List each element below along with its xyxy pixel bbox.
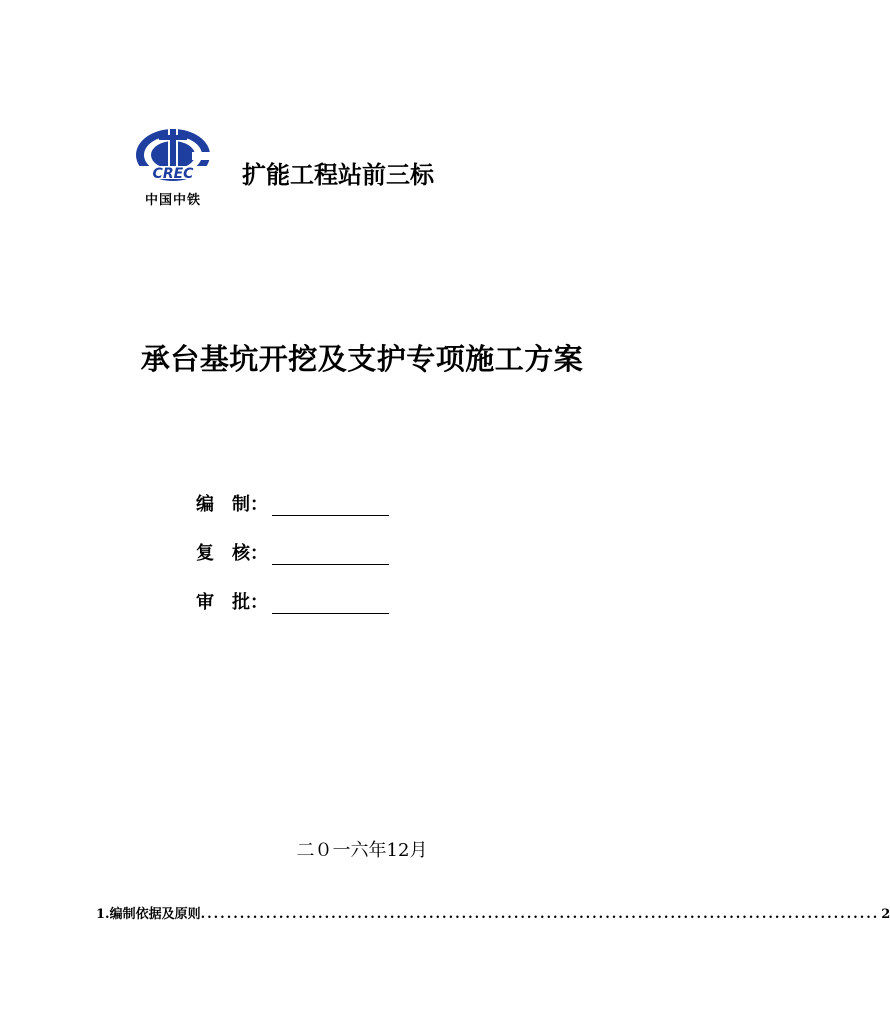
toc-title: 编制依据及原则 — [109, 907, 201, 922]
signature-blank-line — [272, 497, 389, 516]
logo-caption: 中国中铁 — [144, 193, 201, 208]
signature-blank-line — [272, 595, 389, 614]
toc-page-number: 2 — [881, 907, 890, 922]
signature-row-compile — [196, 488, 389, 516]
project-title: 扩能工程站前三标 — [242, 160, 434, 189]
signature-row-approve — [196, 586, 389, 614]
signature-blank-line — [272, 546, 389, 565]
signature-row-review — [196, 537, 389, 565]
toc-entry[interactable] — [96, 903, 890, 922]
document-title: 承台基坑开挖及支护专项施工方案 — [140, 342, 584, 376]
document-date: 二０一六年12月 — [296, 840, 428, 861]
signature-label: 编 制： — [196, 494, 268, 515]
toc-leader-dots: ........................................................................................................ — [200, 907, 880, 922]
crec-emblem-icon — [136, 129, 212, 182]
toc-number: 1. — [96, 907, 110, 922]
signature-label: 复 核： — [196, 543, 268, 564]
signature-label: 审 批： — [196, 592, 268, 613]
logo-brand-text: CREC — [152, 166, 194, 182]
